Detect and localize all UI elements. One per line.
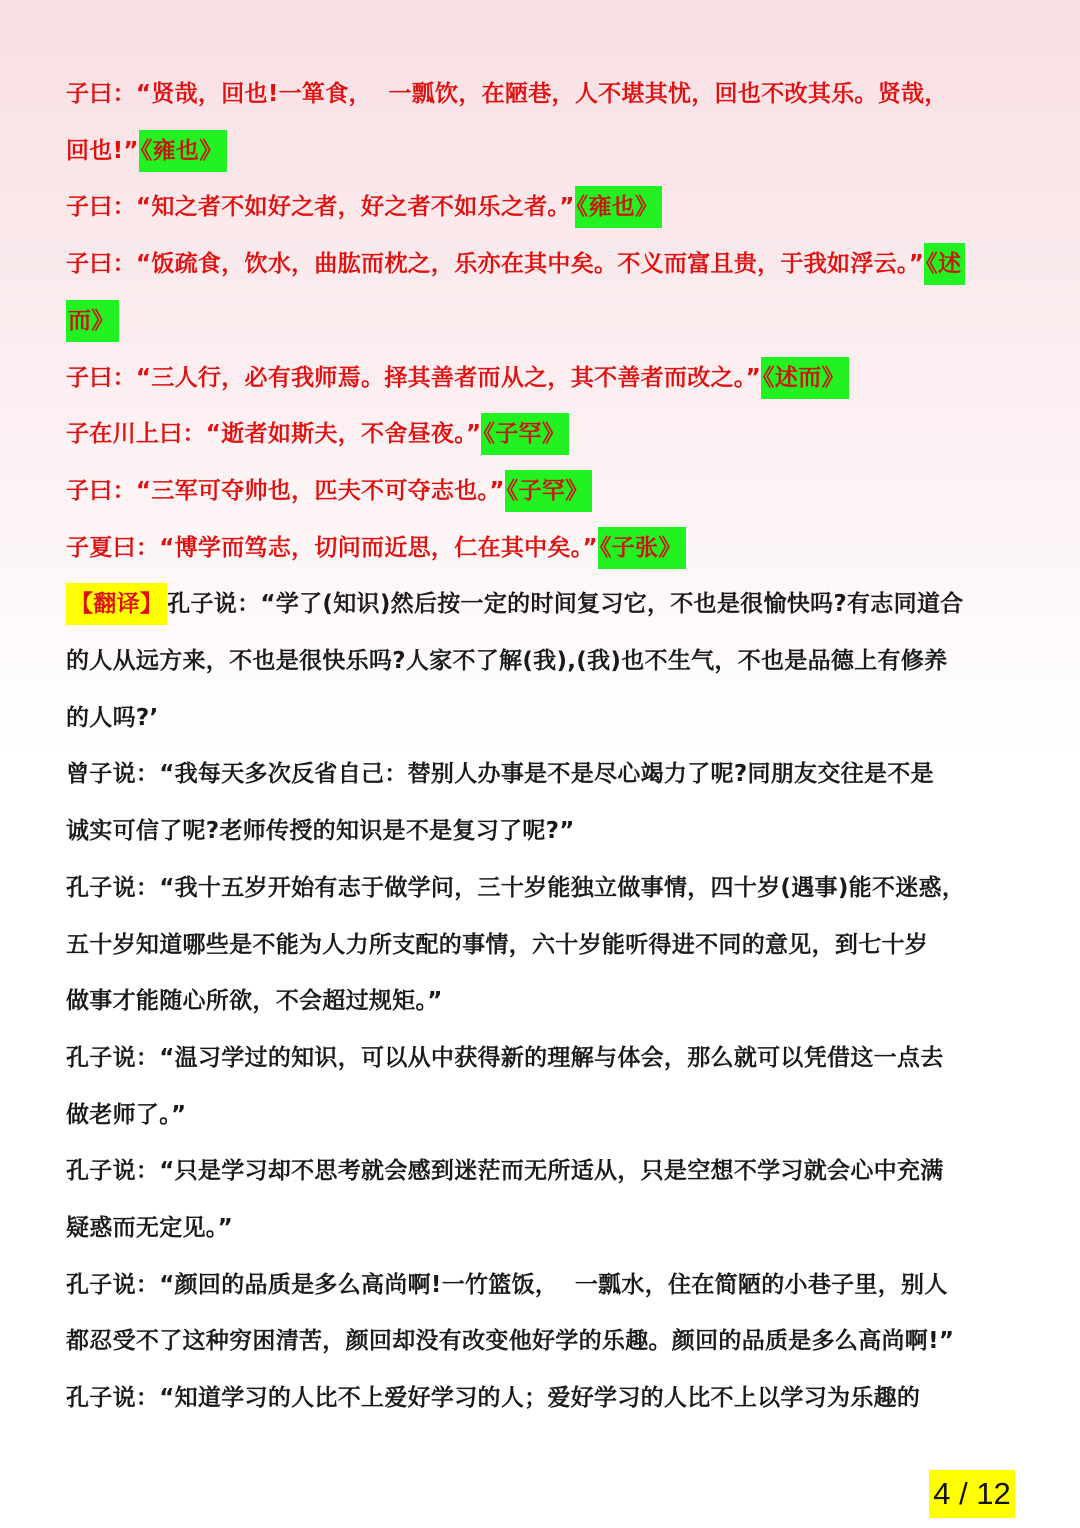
translation-line: 都忍受不了这种穷困清苦，颜回却没有改变他好学的乐趣。颜回的品质是多么高尚啊!” (66, 1328, 955, 1355)
source-highlight: 《述而》 (761, 357, 849, 399)
translation-line: 孔子说：“只是学习却不思考就会感到迷茫而无所适从，只是空想不学习就会心中充满 (66, 1158, 944, 1185)
translation-tag: 【翻译】 (66, 583, 167, 625)
source-highlight: 《子张》 (598, 527, 686, 569)
quote-line: 子在川上曰：“逝者如斯夫，不舍昼夜。”《子罕》 (66, 406, 1016, 463)
source-highlight: 而》 (66, 300, 119, 342)
translation-line: 孔子说：“知道学习的人比不上爱好学习的人；爱好学习的人比不上以学习为乐趣的 (66, 1385, 921, 1412)
source-highlight: 《子罕》 (505, 470, 593, 512)
page-number: 4 / 12 (929, 1470, 1015, 1518)
translation-line: 曾子说：“我每天多次反省自己：替别人办事是不是尽心竭力了呢?同朋友交往是不是 (66, 761, 934, 788)
translation-line: 做老师了。” (66, 1101, 187, 1128)
quote-line: 子曰：“三人行，必有我师焉。择其善者而从之，其不善者而改之。”《述而》 (66, 350, 1016, 407)
quote-line: 子曰：“知之者不如好之者，好之者不如乐之者。”《雍也》 (66, 179, 1016, 236)
quote-line: 回也!”《雍也》 (66, 123, 1016, 180)
translation-line: 五十岁知道哪些是不能为人力所支配的事情，六十岁能听得进不同的意见，到七十岁 (66, 931, 929, 958)
source-highlight: 《子罕》 (481, 413, 569, 455)
translation-line: 孔子说：“颜回的品质是多么高尚啊!一竹篮饭， 一瓢水，住在简陋的小巷子里，别人 (66, 1271, 948, 1298)
translation-line: 的人吗?’ (66, 704, 159, 731)
translation-line: 诚实可信了呢?老师传授的知识是不是复习了呢?” (66, 818, 575, 845)
quote-line: 子夏曰：“博学而笃志，切问而近思，仁在其中矣。”《子张》 (66, 520, 1016, 577)
translation-line: 【翻译】 孔子说：“学了(知识)然后按一定的时间复习它，不也是很愉快吗?有志同道合 (66, 576, 1016, 633)
document-page (66, 66, 1016, 1427)
translation-line: 疑惑而无定见。” (66, 1215, 234, 1242)
translation-line: 做事才能随心所欲，不会超过规矩。” (66, 988, 443, 1015)
translation-line: 孔子说：“我十五岁开始有志于做学问，三十岁能独立做事情，四十岁(遇事)能不迷惑， (66, 874, 966, 901)
source-highlight: 《述 (924, 243, 965, 285)
quote-line: 子曰：“饭疏食，饮水，曲肱而枕之，乐亦在其中矣。不义而富且贵，于我如浮云。”《述 (66, 236, 1016, 293)
source-highlight: 《雍也》 (575, 186, 663, 228)
source-highlight: 《雍也》 (139, 130, 227, 172)
translation-line: 孔子说：“温习学过的知识，可以从中获得新的理解与体会，那么就可以凭借这一点去 (66, 1044, 944, 1071)
quote-line: 子曰：“贤哉，回也!一箪食， 一瓢饮，在陋巷，人不堪其忧，回也不改其乐。贤哉， (66, 81, 948, 107)
translation-line: 的人从远方来，不也是很快乐吗?人家不了解(我),(我)也不生气，不也是品德上有修养 (66, 648, 948, 675)
quote-line: 子曰：“三军可夺帅也，匹夫不可夺志也。”《子罕》 (66, 463, 1016, 520)
quote-line (66, 293, 1016, 350)
